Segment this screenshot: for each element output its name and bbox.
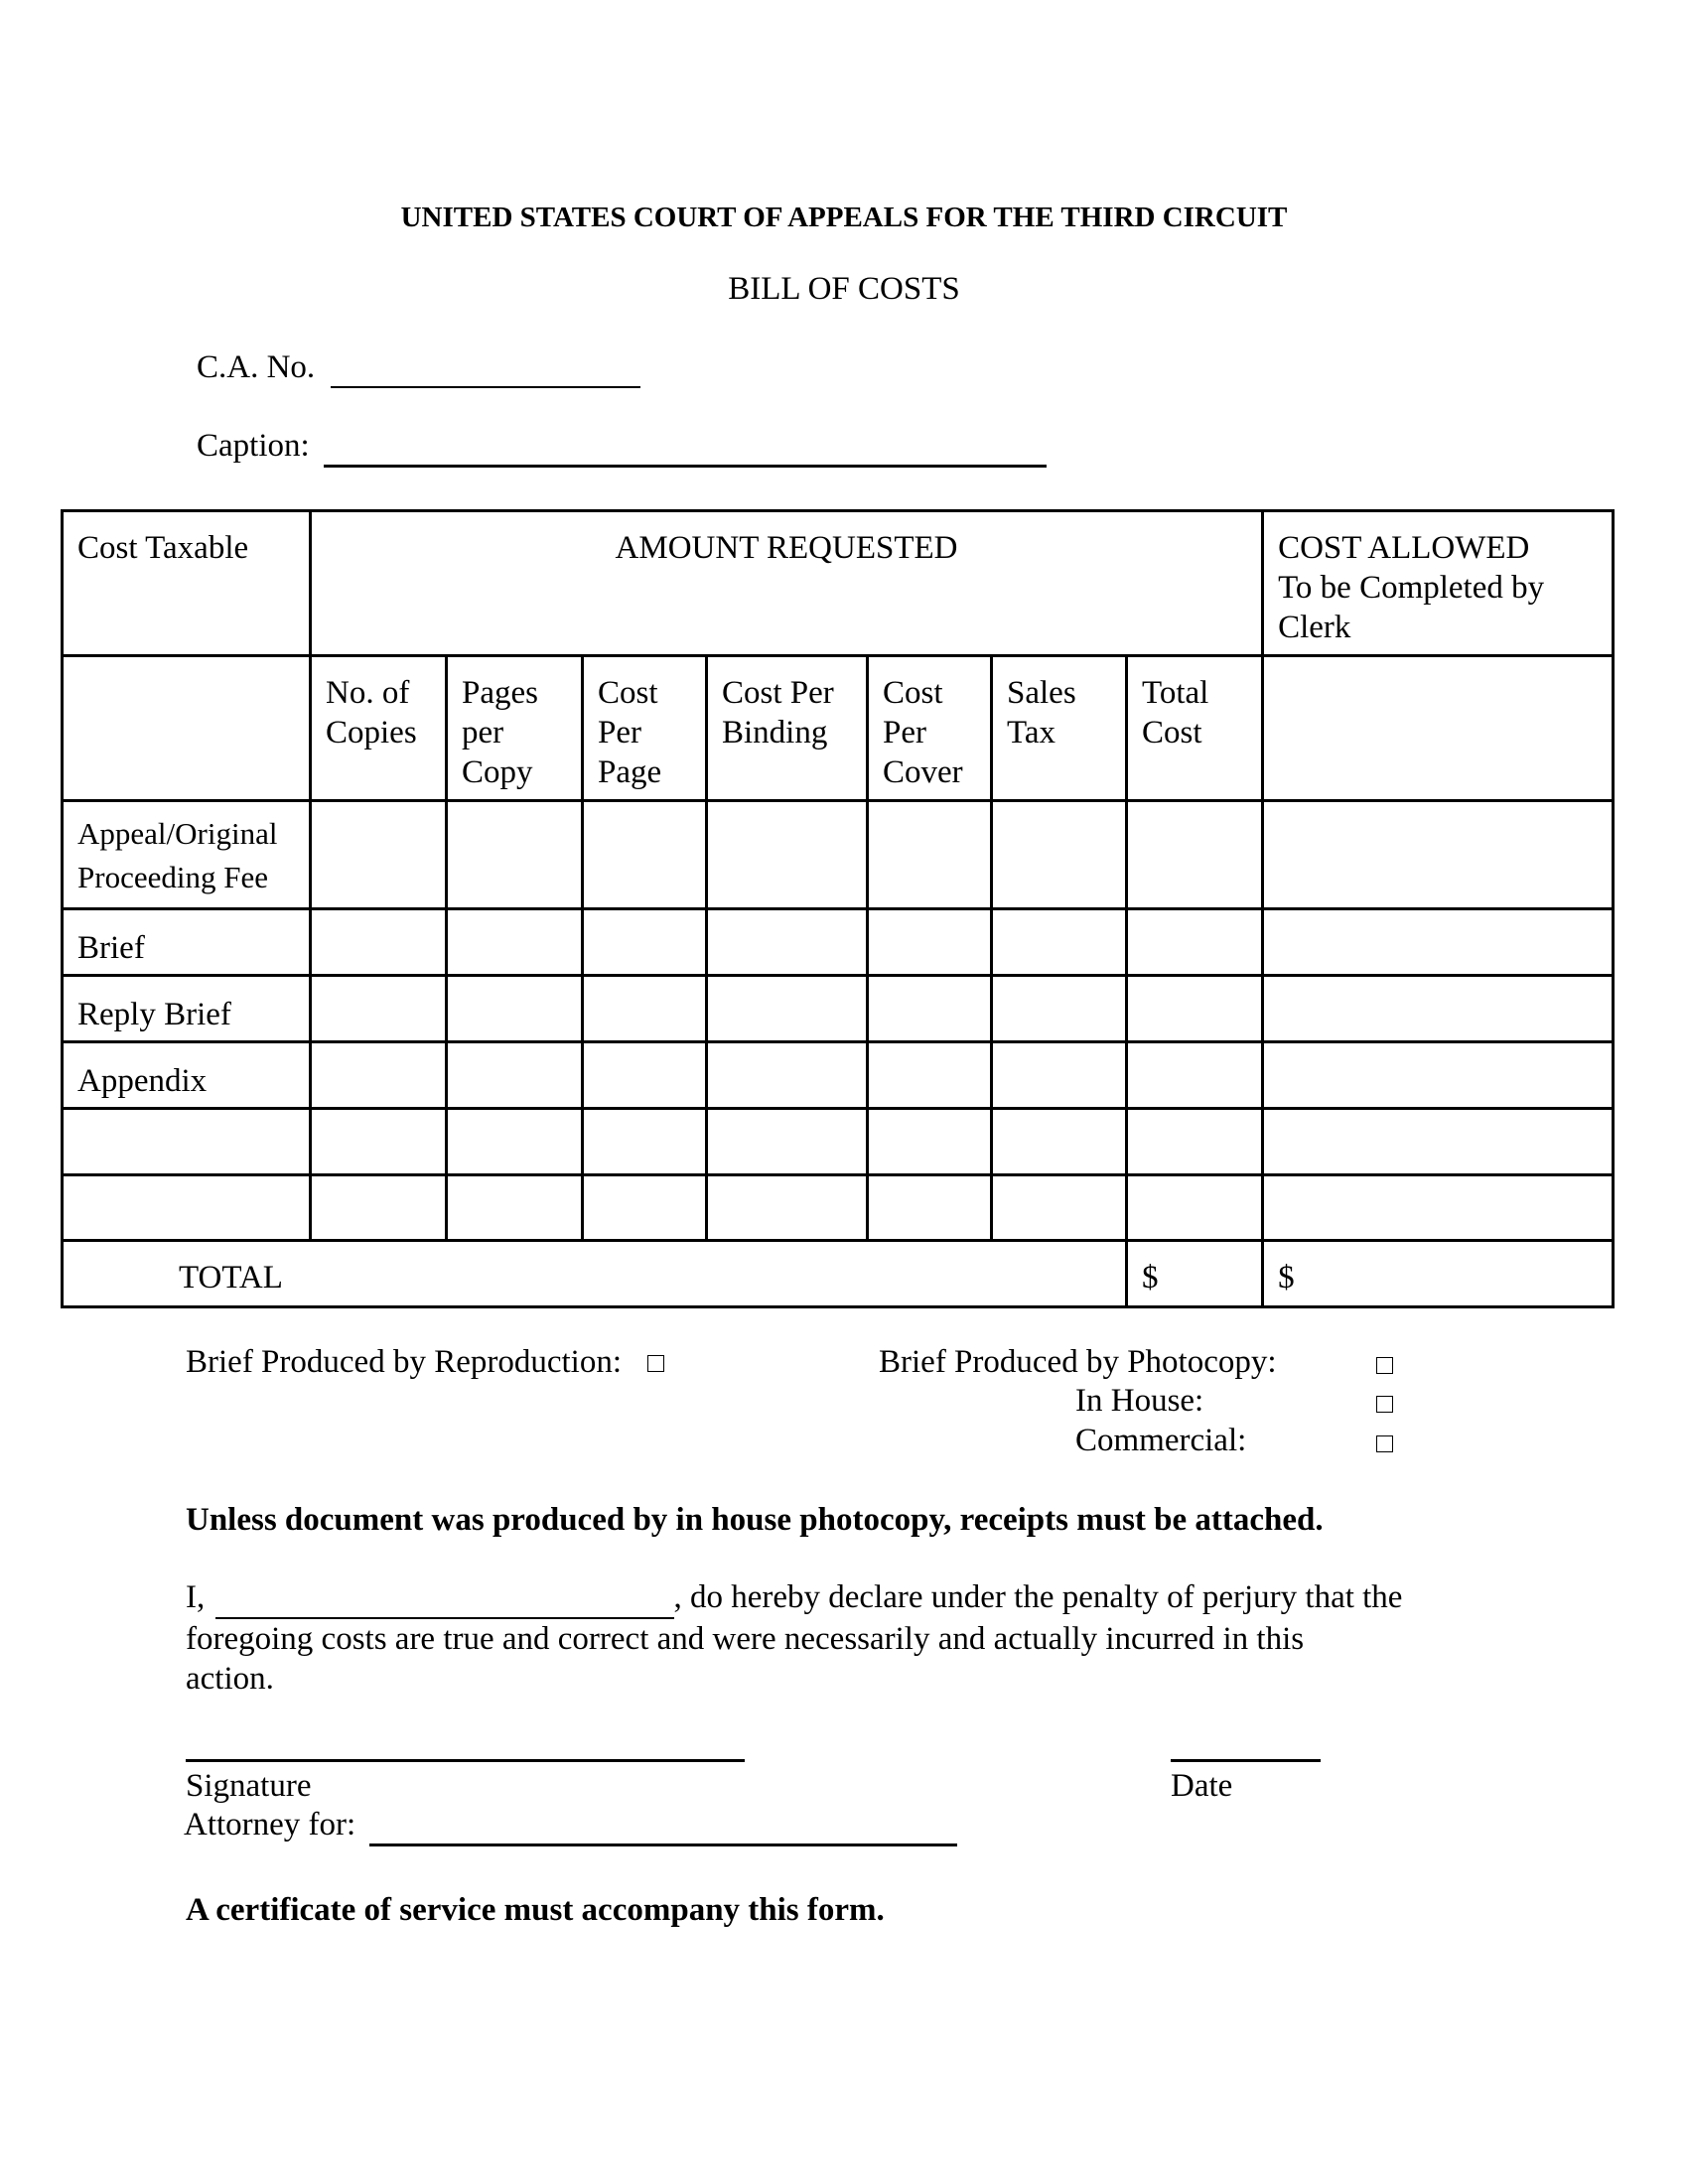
entry-cell[interactable] xyxy=(707,1109,868,1175)
photocopy-label: Brief Produced by Photocopy: xyxy=(879,1344,1277,1380)
entry-cell[interactable] xyxy=(992,1109,1127,1175)
entry-cell[interactable] xyxy=(1263,976,1614,1042)
col-pages-per-copy: Pages per Copy xyxy=(447,656,583,801)
row-label[interactable] xyxy=(63,1175,311,1241)
ca-number-row xyxy=(197,349,640,388)
attorney-row xyxy=(184,1807,957,1846)
entry-cell[interactable] xyxy=(311,1042,447,1109)
entry-cell[interactable] xyxy=(447,909,583,976)
dollar-sign: $ xyxy=(1278,1260,1295,1296)
entry-cell[interactable] xyxy=(992,976,1127,1042)
entry-cell[interactable] xyxy=(1127,976,1263,1042)
entry-cell[interactable] xyxy=(868,1175,992,1241)
commercial-checkbox[interactable] xyxy=(1376,1435,1393,1452)
entry-cell[interactable] xyxy=(868,976,992,1042)
entry-cell[interactable] xyxy=(992,1175,1127,1241)
reproduction-label: Brief Produced by Reproduction: xyxy=(186,1344,622,1380)
entry-cell[interactable] xyxy=(311,801,447,909)
amount-requested-header: AMOUNT REQUESTED xyxy=(311,511,1263,656)
entry-cell[interactable] xyxy=(583,1175,707,1241)
entry-cell[interactable] xyxy=(1263,1175,1614,1241)
col-cost-per-cover: Cost Per Cover xyxy=(868,656,992,801)
photocopy-checkbox[interactable] xyxy=(1376,1357,1393,1374)
entry-cell[interactable] xyxy=(311,909,447,976)
row-label: Reply Brief xyxy=(63,976,311,1042)
commercial-label: Commercial: xyxy=(1075,1423,1247,1458)
entry-cell[interactable] xyxy=(1127,801,1263,909)
entry-cell[interactable] xyxy=(992,1042,1127,1109)
date-label: Date xyxy=(1171,1768,1233,1804)
attorney-label: Attorney for: xyxy=(184,1807,356,1843)
entry-cell[interactable] xyxy=(447,1109,583,1175)
col-cost-per-binding: Cost Per Binding xyxy=(707,656,868,801)
table-row xyxy=(63,909,1614,976)
entry-cell[interactable] xyxy=(1127,1175,1263,1241)
entry-cell[interactable] xyxy=(992,801,1127,909)
certificate-notice: A certificate of service must accompany this form. xyxy=(186,1892,885,1928)
entry-cell[interactable] xyxy=(868,801,992,909)
caption-label: Caption: xyxy=(197,428,310,464)
col-cost-per-page: Cost Per Page xyxy=(583,656,707,801)
caption-row xyxy=(197,428,1047,468)
table-row xyxy=(63,976,1614,1042)
entry-cell[interactable] xyxy=(1127,1109,1263,1175)
row-label: Brief xyxy=(63,909,311,976)
col-sales-tax: Sales Tax xyxy=(992,656,1127,801)
entry-cell[interactable] xyxy=(447,976,583,1042)
entry-cell[interactable] xyxy=(447,801,583,909)
table-row xyxy=(63,1109,1614,1175)
table-row xyxy=(63,801,1614,909)
cost-taxable-header: Cost Taxable xyxy=(63,511,311,656)
entry-cell[interactable] xyxy=(447,1175,583,1241)
entry-cell[interactable] xyxy=(707,1042,868,1109)
entry-cell[interactable] xyxy=(707,909,868,976)
entry-cell[interactable] xyxy=(1263,1042,1614,1109)
total-label: TOTAL xyxy=(63,1241,1127,1307)
signature-label: Signature xyxy=(186,1768,312,1804)
table-header-row xyxy=(63,511,1614,656)
in-house-checkbox[interactable] xyxy=(1376,1396,1393,1413)
entry-cell[interactable] xyxy=(868,1042,992,1109)
entry-cell[interactable] xyxy=(868,1109,992,1175)
entry-cell[interactable] xyxy=(583,1042,707,1109)
in-house-label: In House: xyxy=(1075,1383,1204,1419)
table-row xyxy=(63,1042,1614,1109)
col-no-of-copies: No. of Copies xyxy=(311,656,447,801)
entry-cell[interactable] xyxy=(707,1175,868,1241)
declaration-line-1: I, , do hereby declare under the penalty of perjury that the xyxy=(186,1577,1402,1619)
total-cost-cell[interactable] xyxy=(1127,1241,1263,1307)
ca-number-label: C.A. No. xyxy=(197,349,316,385)
date-line[interactable] xyxy=(1171,1759,1321,1762)
entry-cell[interactable] xyxy=(992,909,1127,976)
entry-cell[interactable] xyxy=(583,801,707,909)
bill-of-costs-table xyxy=(61,509,1615,1308)
column-header-row xyxy=(63,656,1614,801)
reproduction-option xyxy=(186,1344,664,1381)
entry-cell[interactable] xyxy=(1263,801,1614,909)
entry-cell[interactable] xyxy=(311,1175,447,1241)
court-name: UNITED STATES COURT OF APPEALS FOR THE THIRD CIRCUIT xyxy=(400,202,1288,233)
dollar-sign: $ xyxy=(1142,1260,1159,1296)
entry-cell[interactable] xyxy=(868,909,992,976)
table-row xyxy=(63,1175,1614,1241)
declarant-name-field[interactable] xyxy=(215,1577,674,1619)
receipts-notice: Unless document was produced by in house photocopy, receipts must be attached. xyxy=(186,1502,1324,1538)
entry-cell[interactable] xyxy=(311,976,447,1042)
entry-cell[interactable] xyxy=(447,1042,583,1109)
row-label: Appeal/Original Proceeding Fee xyxy=(63,801,311,909)
declaration-line-2: foregoing costs are true and correct and were necessarily and actually incurred in this xyxy=(186,1621,1305,1657)
declaration xyxy=(186,1577,1402,1699)
entry-cell[interactable] xyxy=(583,909,707,976)
cost-allowed-total-cell[interactable] xyxy=(1263,1241,1614,1307)
entry-cell[interactable] xyxy=(707,976,868,1042)
total-row xyxy=(63,1241,1614,1307)
form-title: BILL OF COSTS xyxy=(728,271,960,307)
reproduction-checkbox[interactable] xyxy=(647,1355,664,1372)
caption-field[interactable] xyxy=(324,428,1047,468)
entry-cell[interactable] xyxy=(707,801,868,909)
entry-cell[interactable] xyxy=(583,1109,707,1175)
entry-cell[interactable] xyxy=(1263,909,1614,976)
col-total-cost: Total Cost xyxy=(1127,656,1263,801)
signature-line[interactable] xyxy=(186,1759,745,1762)
entry-cell[interactable] xyxy=(311,1109,447,1175)
ca-number-field[interactable] xyxy=(331,349,640,388)
row-label[interactable] xyxy=(63,1109,311,1175)
declaration-line-3: action. xyxy=(186,1661,274,1697)
blank-cell xyxy=(63,656,311,801)
entry-cell[interactable] xyxy=(1263,1109,1614,1175)
entry-cell[interactable] xyxy=(1127,909,1263,976)
blank-cell xyxy=(1263,656,1614,801)
entry-cell[interactable] xyxy=(583,976,707,1042)
entry-cell[interactable] xyxy=(1127,1042,1263,1109)
row-label: Appendix xyxy=(63,1042,311,1109)
cost-allowed-header: COST ALLOWED To be Completed by Clerk xyxy=(1263,511,1614,656)
attorney-for-field[interactable] xyxy=(369,1807,957,1846)
